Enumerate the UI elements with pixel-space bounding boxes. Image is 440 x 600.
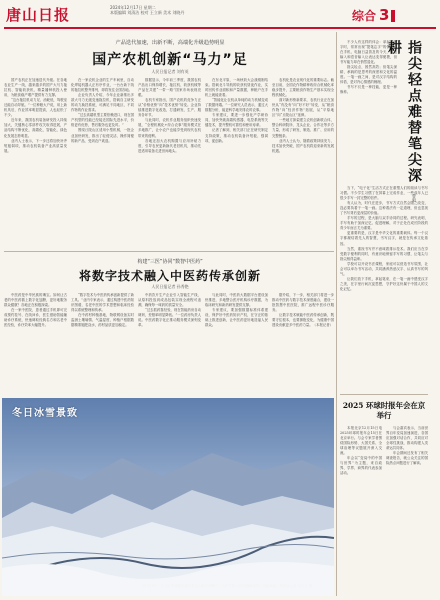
commentary-author: 曹毅 [412, 194, 417, 202]
story1-column-5: 农机化是农业现代化的重要标志。截至目前，全国农作物耕种收综合机械化率稳步提升，主要粮食作物生产基本实现全程机械化。 面对新形势新要求，农机行业正在加快从“有没有”向“好不好”转变，从“粮食作物”向“经济作物”拓展，从“平原地区”向“丘陵山区”延伸。 一些地方探索建立农机创新联合体，整合科研院所、龙头企业、合作社等多方力量，形成了研发、制造、推广、应用的完整链条。 业内人士认为，随着政策持续发力、技术加快突破，国产农机将迎来新的发展机遇。 [272, 78, 334, 153]
story1-byline: 人民日报记者 刘有英 [151, 69, 189, 74]
photo-title: 冬日冰雪景致 [12, 408, 78, 419]
story1-kicker: 产品迭代加速，出新不断，高端化升级趋势明显 [115, 40, 225, 46]
story2-kicker: 构建“三医”协同“数智中医药” [137, 259, 203, 265]
commentary-body: 当下，“电子化”生活方式正在重塑人们的阅读与书写习惯。不少学生习惯了在屏幕上完成作业，一些成年人已很少手写一封完整的信件。 有人认为，时代在进步，书写方式自然会随之改变，没必要执着于一笔一画。这种看法有一定道理，但也忽视了书写背后更深层的价值。 手写的过程，是大脑与双手协同的过程。研究表明，手写有助于加深记忆、促进理解，对于正处在成长阶段的青少年而言尤为重要。 更重要的是，汉字是中华文化的重要载体。每一个汉字都凝结着先人的智慧，书写汉字，就是在传承文化基因。 当然，重视书写并不意味着排斥技术。我们应当在享受数字便利的同时，有意识地保留手写的习惯，让笔尖与指尖相得益彰。 学校可以开设书法课程，家庭可以营造书写氛围，社会可以举办书写活动，共同涵养热爱汉字、认真书写的风气。 让我们放下手机，拿起笔来，在一笔一画中感受汉字之美，在字里行间沉淀思想，守护好这份属于中国人的文化记忆。 [340, 186, 428, 291]
story3-headline: 2025 环球时报年会在京举行 [342, 401, 426, 420]
story2-byline: 人民日报记者 孙秀艳 [151, 284, 189, 289]
masthead-rule [4, 27, 436, 29]
story3-column-2: 与会嘉宾表示，当前世界百年变局加速演进，各国应加强对话合作，共同应对全球性挑战，推动构建人类命运共同体。 年会期间还发布了相关调查报告，就公众关注的国际热点问题进行了解读。 [386, 426, 428, 466]
photo-caption: 12月16日，在河北省承德市滦平县金山岭长城脚下，山峦雪野与长城相映成景，美如画卷。新华社记者 杨世尧 摄 [142, 584, 313, 588]
story2-column-5: 据介绍，下一步，相关部门将进一步推动中医药与数字技术深度融合，建设一批智慧中医医院，推广远程中医诊疗服务。 让数字技术赋能中医药传承创新，既要守住根本，也要拥抱变化，为健康中国建设贡献更多中医药力量。（本报记者） [272, 293, 334, 328]
story2-column-2: “数字技术为中医药传承创新提供了新工具。”业内专家表示，通过构建中医药知识图谱，名老中医的学术思想和临床经验得以系统整理和传承。 在中药材种植基地，物联网设备实时监测土壤墒情、气温湿度，种植户根据数据精准施肥浇水，药材品质更加稳定。 [71, 293, 134, 328]
story3-rule [340, 394, 428, 395]
commentary-headline: 指尖轻点难替笔尖深耕 [386, 40, 422, 184]
section-marker [391, 10, 395, 22]
story1-column-1: 国产农机正在加速迭代升级。在各地农业生产一线，越来越多的国产大马力拖拉机、智能收获机、精量播种机投入使用，为粮食稳产增产提供有力支撑。 “这台拖拉机动力足、油耗低，驾驶室还能自动导航。”一位种粮大户说，用上新机具后，作业效率明显提高，人也轻松了不少。 近年来，我国农机装备研发投入持续加大，关键核心零部件攻关取得进展，产品结构不断优化，高端化、智能化、绿色化发展态势明显。 业内人士表示，下一步还将加快补齐短板弱项，推动农机装备产业高质量发展。 [4, 78, 67, 153]
commentary-column-1: 不少人有这样的体会：拿起笔写字时，常常出现“提笔忘字”的情况。在手机、电脑日益普及的今天，键盘输入和语音输入让表达变得便捷，但书写能力却在悄然退化。 指尖轻点，固然高效；但笔尖深耕，承载的是思考的深度和文化的温度。一笔一画之间，是对汉字结构的体悟，是对内心情感的梳理。 书写不仅是一种技能，更是一种修养。 [340, 40, 397, 95]
story2-column-1: 中医药是中华民族的瑰宝。如何让古老的中医药插上数字化翅膀，更好地服务群众健康？各地正在积极探索。 在一家中医院，患者通过手机即可完成预约挂号、在线问诊，医生借助智能辅助诊疗系统，快速调取经典名方和名老中医经验，诊疗效率大幅提升。 [4, 293, 67, 328]
story1-headline: 国产农机创新“马力”足 [92, 52, 248, 68]
snow-landscape-photo [2, 398, 334, 596]
issue-date: 2024年12月17日 星期二 [110, 5, 156, 10]
story1-column-2: 在一家农机企业的生产车间里，自动化焊接机器人正有序作业，一台台新下线的拖拉机整齐排列，即将发往全国各地。 企业负责人介绍，今年企业新推出多款大马力无级变速拖拉机，搭载自主研发的动力换挡系统，可满足不同地区、不同作物的作业需求。 “过去高端机型主要依赖进口，现在国产机型的性能已经接近国际先进水平，价格更有优势，售后服务也更及时。” 围绕丘陵山区适用小型机械，一批企业加快研发，推出了轻便灵活、操作简便的新产品，受到农户欢迎。 [71, 78, 134, 143]
story3-column-1: 本报北京12月15日电 2025环球时报年会15日在北京举行。与会专家学者围绕国际形势、大国关系、全球治理等议题展开深入交流。 年会以“变局中的中国与世界”为主题，来自政界、学界、商界的代表参加活动。 [340, 426, 382, 476]
story2-column-3: 中药饮片生产企业引入智能生产线，从原料投放到成品包装实现全流程可追溯，确保每一味药的质量安全。 “过去抓药靠经验，现在智能药房自动调剂，差错率明显降低。”一位药房负责人说。中医药数字化正推动服务模式深刻变革。 [138, 293, 201, 328]
column-divider [336, 32, 337, 596]
section-label [352, 6, 422, 24]
issue-meta [110, 5, 300, 15]
section-name: 综合 [352, 9, 377, 23]
story2-headline: 将数字技术融入中医药传承创新 [78, 269, 261, 283]
page-number: 3 [379, 6, 390, 24]
newspaper-masthead: 唐山日报 [6, 6, 71, 24]
story2-column-4: 与此同时，中医药大数据平台建设加快推进，多地整合医疗机构诊疗数据，为临床研究和新药研发提供支撑。 专家建议，要加强数据标准体系建设，保护好中医药知识产权，在守正的基础上推进创新，让中医药更好地造福人民群众。 [205, 293, 268, 328]
story1-column-3: 数据显示，今年前三季度，我国农机产品出口保持增长，拖拉机、收获机械等产品在共建“一带一路”国家市场表现亮眼。 农机专家指出，国产农机的竞争力正从“价格优势”向“技术优势”转变。企业持续推进数字化改造，打通研发、生产、服务各环节。 与此同时，农机作业服务组织快速发展，“全程机械化+综合农事”服务模式在多地推广，让小农户也能享受到现代农机带来的便利。 各地还加大农机购置与应用补贴力度，引导农民更新换代老旧机具，推动先进适用装备走进田间地头。 [138, 78, 201, 153]
issue-editors: 本版编辑 刘清洁 校对 王立新 美术 刘晓丹 [110, 10, 185, 15]
story-divider [4, 251, 334, 252]
photo-image [2, 398, 334, 596]
story1-column-4: 在东北平原，一场秋收大会战刚刚结束。搭载北斗导航的收获机昼夜作业，实时回传作业面积和产量数据，种粮户在手机上就能查看。 “智能化让农机从单纯的动力机械变成了数据终端。”一位研究人员表示，通过大数据分析，能更科学地安排农时农事。 专家建议，要进一步强化产学研协同，加快突破高端传感器、电控系统等关键技术，提升整机可靠性和使用寿命。 记者了解到，相关部门正在研究制定支持政策，推动农机装备补短板、强弱项、促创新。 [205, 78, 268, 143]
